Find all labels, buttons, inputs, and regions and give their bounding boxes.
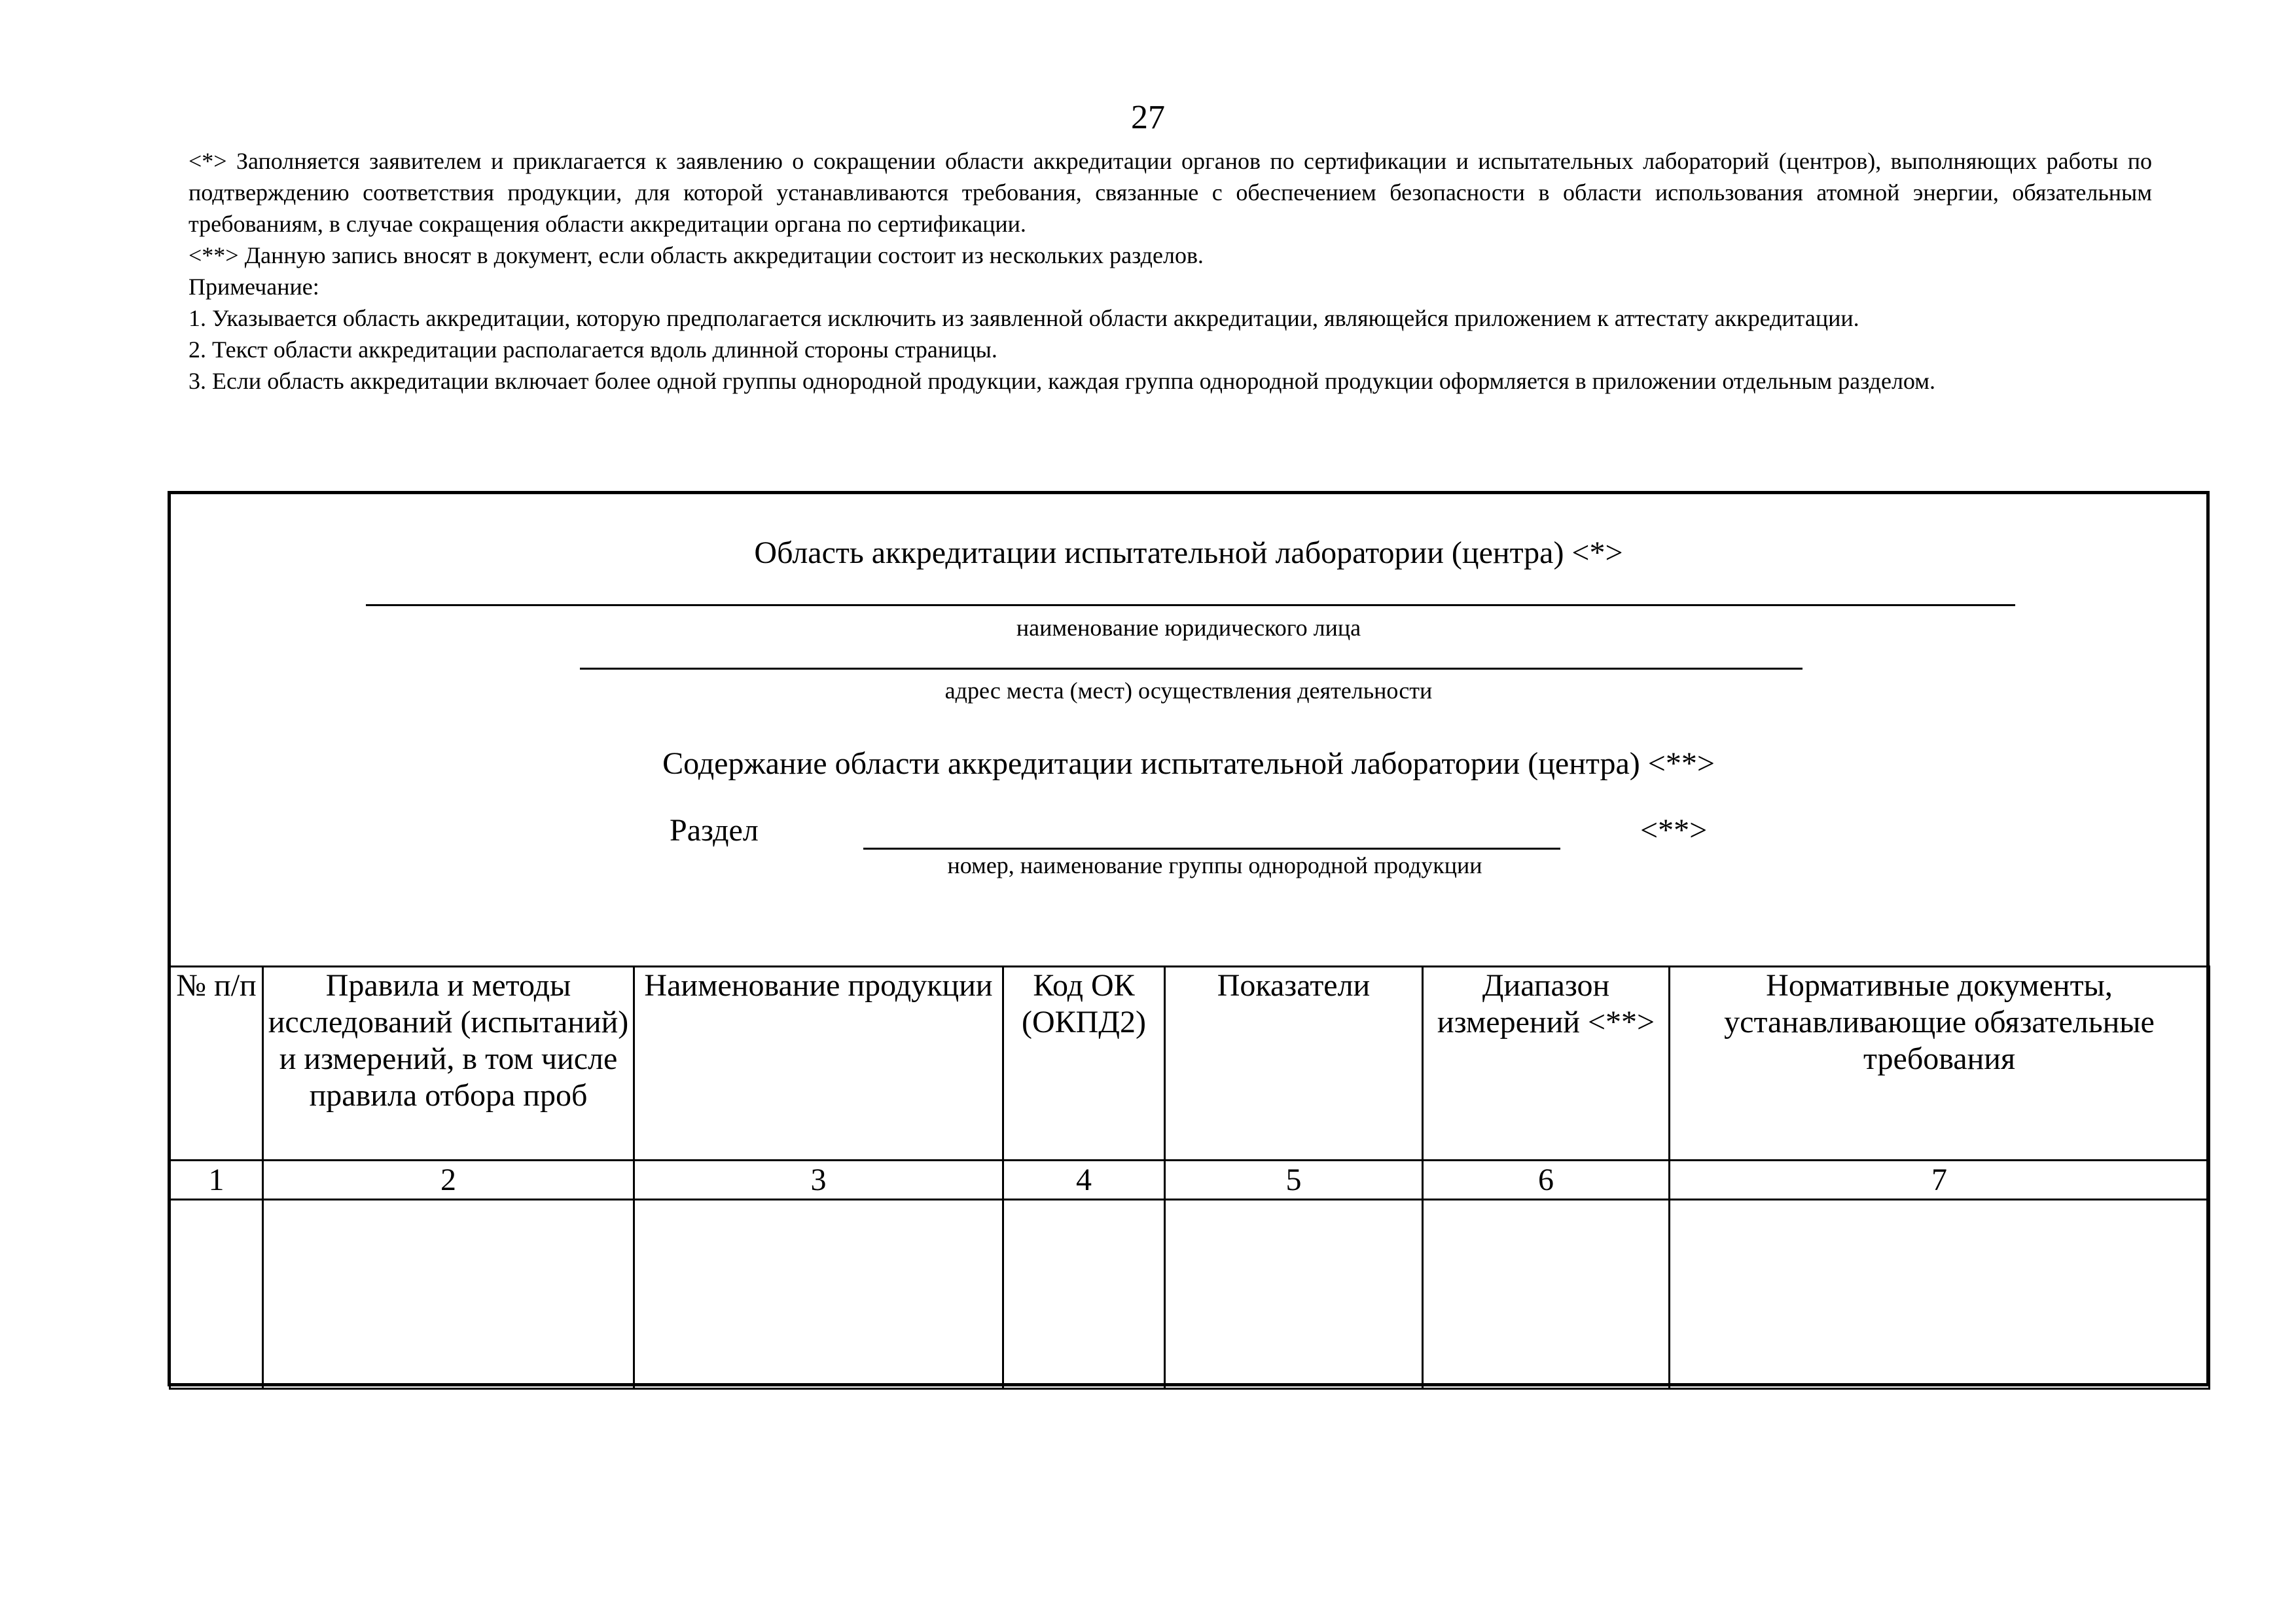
empty-cell [634, 1200, 1003, 1389]
section-line [863, 848, 1560, 850]
legal-entity-line [366, 604, 2015, 606]
form-title: Область аккредитации испытательной лаборатории (центра) <*> [754, 535, 1623, 570]
column-header: Наименование продукции [634, 967, 1003, 1161]
column-header: Правила и методы исследований (испытаний) и измерений, в том числе правила отбора проб [263, 967, 634, 1161]
section-label: Раздел [670, 813, 759, 848]
note-3: 3. Если область аккредитации включает более одной группы однородной продукции, каждая группа однородной продукции оформляется в приложении отдельным разделом. [188, 368, 1936, 394]
section-mark: <**> [1640, 813, 1708, 848]
empty-cell [1423, 1200, 1670, 1389]
address-caption: адрес места (мест) осуществления деятельности [944, 677, 1433, 704]
column-number: 3 [634, 1160, 1003, 1200]
empty-cell [1670, 1200, 2210, 1389]
section-caption: номер, наименование группы однородной продукции [947, 852, 1482, 878]
empty-cell [263, 1200, 634, 1389]
column-header: Показатели [1165, 967, 1423, 1161]
column-header: № п/п [170, 967, 263, 1161]
column-header: Нормативные документы, устанавливающие обязательные требования [1670, 967, 2210, 1161]
column-header: Код ОК (ОКПД2) [1003, 967, 1165, 1161]
note-1: 1. Указывается область аккредитации, которую предполагается исключить из заявленной области аккредитации, являющейся приложением к аттестату аккредитации. [188, 305, 1859, 331]
content-title: Содержание области аккредитации испытательной лаборатории (центра) <**> [662, 746, 1715, 781]
page-number: 27 [1131, 99, 1165, 136]
column-number: 2 [263, 1160, 634, 1200]
footnote-2: <**> Данную запись вносят в документ, если область аккредитации состоит из нескольких разделов. [188, 242, 1204, 268]
empty-cell [170, 1200, 263, 1389]
legal-entity-caption: наименование юридического лица [1016, 615, 1361, 641]
note-heading: Примечание: [188, 274, 319, 300]
column-number: 1 [170, 1160, 263, 1200]
column-number: 5 [1165, 1160, 1423, 1200]
empty-cell [1165, 1200, 1423, 1389]
address-line [580, 668, 1803, 670]
table-header-row [170, 967, 2210, 1161]
column-header: Диапазон измерений <**> [1423, 967, 1670, 1161]
column-number-row [170, 1160, 2210, 1200]
column-number: 6 [1423, 1160, 1670, 1200]
accreditation-form-frame [168, 491, 2210, 1386]
empty-cell [1003, 1200, 1165, 1389]
notes-block [188, 145, 2152, 397]
scope-table [169, 965, 2210, 1390]
footnote-1: <*> Заполняется заявителем и приклагается к заявлению о сокращении области аккредитации органов по сертификации и испытательных лабораторий (центров), выполняющих работы по подтверждению соответствия продукции, для которой устанавливаются требования, связанные с обеспечением безопасности в области использования атомной энергии, обязательным требованиям, в случае сокращения области аккредитации органа по сертификации. [188, 148, 2152, 237]
column-number: 7 [1670, 1160, 2210, 1200]
column-number: 4 [1003, 1160, 1165, 1200]
table-row [170, 1200, 2210, 1389]
note-2: 2. Текст области аккредитации располагается вдоль длинной стороны страницы. [188, 336, 997, 363]
